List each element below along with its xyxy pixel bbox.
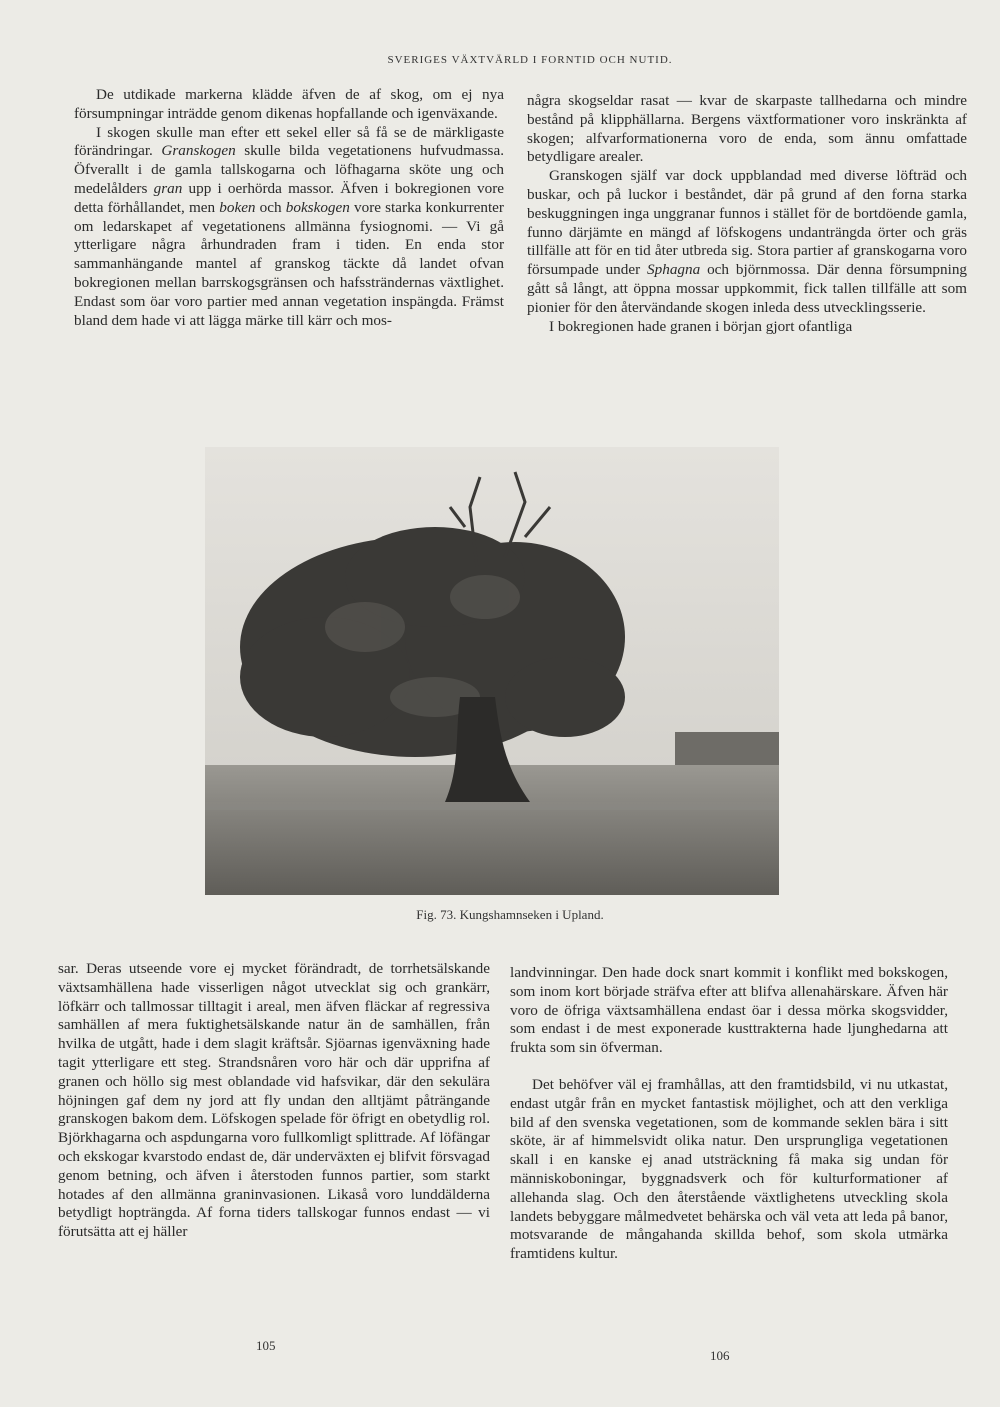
text-run: Granskogen själf var dock uppblandad med diverse löfträd och buskar, och på luckor i beståndet, där på grund af den forna starka beskuggningen inga unggranar funnos i stället för de bortdöende gamla, funno därjämte en mängd af löfskogens undanträngda örter och gräs tillfälle att för en tid åter utbreda sig. Stora partier af granskogarna voro försumpade under [527,167,967,279]
text-run: upp i oerhörda massor. Äfven i bokregionen vore detta förhållandet, men [74,179,504,216]
text-run: och björnmossa. Där denna försumpning gått så långt, att öppna mossar uppkommit, fick tallen tillfälle att som pionier för den återvändande skogen inleda dess utvecklingsserie. [527,261,968,316]
italic-term: bokskogen [285,198,350,216]
running-header: SVERIGES VÄXTVÄRLD I FORNTID OCH NUTID. [387,54,673,66]
page-number-right: 106 [710,1348,730,1363]
italic-term: gran [153,179,183,197]
italic-term: boken [219,198,256,216]
text-run: vore starka konkurrenter om ledarskapet af vegetationens allmänna fysiognomi. — Vi gå ytterligare några århundraden fram i tiden. En enda stor sammanhängande mantel af granskog täckte då landet ofvan bokregionen mellan barrskogsgränsen och hafssträndernas växtlighet. Endast som öar voro partier med annan vegetation inspängda. Främst bland dem hade vi att lägga märke till kärr och mos- [74,198,504,329]
text-run: I skogen skulle man efter ett sekel eller så få se de märkligaste förändringar. [74,123,504,160]
text-run: och [255,198,286,216]
paragraph [527,167,967,317]
paragraph: sar. Deras utseende vore ej mycket förändradt, de torrhetsälskande växtsamhällena hade visserligen något utvecklat sig och grankärr, löfkärr och tallmossar tilltagit i areal, men äfven fläckar af regressiva samhällen af mera fuktighetsälskande natur än de samhällen, från hvilka de utgått, hade i dem slagit kräftsår. Sjöarnas igenväxning hade tagit ytterligare ett steg. Strandsnåren voro här och där upprifna af granen och höllo sig mest oblandade vid hafsvikar, där den sekulära höjningen gaf dem ny jord att fly undan den alltjämt påträngande granskogen bakom dem. Löfskogen spelade för öfrigt en obetydlig rol. Björkhagarna och aspdungarna voro fullkomligt splittrade. Af löfängar och ekskogar kvarstodo endast de, där underväxten ej blifvit försvagad genom betning, och äfven i återstoden funnos partier, som starkt hotades af den allmänna graninvasionen. Likaså voro lunddälderna betydligt hopträngda. Af forna tiders tallskogar funnos endast — vi förutsätta att ej häller [58,960,490,1241]
paragraph: Det behöfver väl ej framhållas, att den framtidsbild, vi nu utkastat, endast utgår från en mycket fantastisk möjlighet, och att den verkliga bild af den svenska vegetationen, som de kommande seklen bära i sitt sköte, är af himmelsvidt olika natur. Den ursprungliga vegetationen skall i en kanske ej anad utsträckning få maka sig undan för människoboningar, byggnadsverk och för kulturformationer af allehanda slag. Och den återstående växtlighetens utveckling skola landets bebyggare målmedvetet behärska och väl veta att leda på banor, motsvarande de mångahanda skillda behof, som skola utmärka framtidens kultur. [510,1075,948,1263]
paragraph: De utdikade markerna klädde äfven de af skog, om ej nya försumpningar inträdde genom dikenas hopfallande och igenväxande. [74,86,504,122]
oak-tree-photograph [205,447,779,895]
paragraph: några skogseldar rasat — kvar de skarpaste tallhedarna och mindre bestånd på klipphällarna. Bergens växtformationer voro inskränkta af skogen; alfvarformationerna voro de enda, som ännu omfattade betydligare arealer. [527,92,967,166]
figure-caption: Fig. 73. Kungshamnseken i Upland. [416,907,604,922]
paragraph: I bokregionen hade granen i början gjort ofantliga [549,317,853,335]
paragraph [74,124,504,331]
page-number-left: 105 [256,1338,276,1353]
paragraph: landvinningar. Den hade dock snart kommit i konflikt med bokskogen, som inom kort började sträfva efter att blifva allenahärskare. Äfven här voro de öfriga växtsamhällena endast öar i dessa mörka skogsvidder, som endast i de mest exponerade kusttrakterna hade ljunghedarna att frukta som sin öfverman. [510,964,948,1057]
column-top-left [74,86,504,330]
column-bottom-right [510,964,948,1264]
italic-term: Sphagna [647,261,701,279]
column-top-right [527,92,967,336]
oak-tree-illustration [205,447,779,895]
column-bottom-left [58,960,490,1242]
text-run: skulle bilda vegetationens hufvudmassa. Öfverallt i de gamla tallskogarna och löfhagarna sköte ung och medelålders [74,142,504,197]
italic-term: Granskogen [161,142,236,160]
